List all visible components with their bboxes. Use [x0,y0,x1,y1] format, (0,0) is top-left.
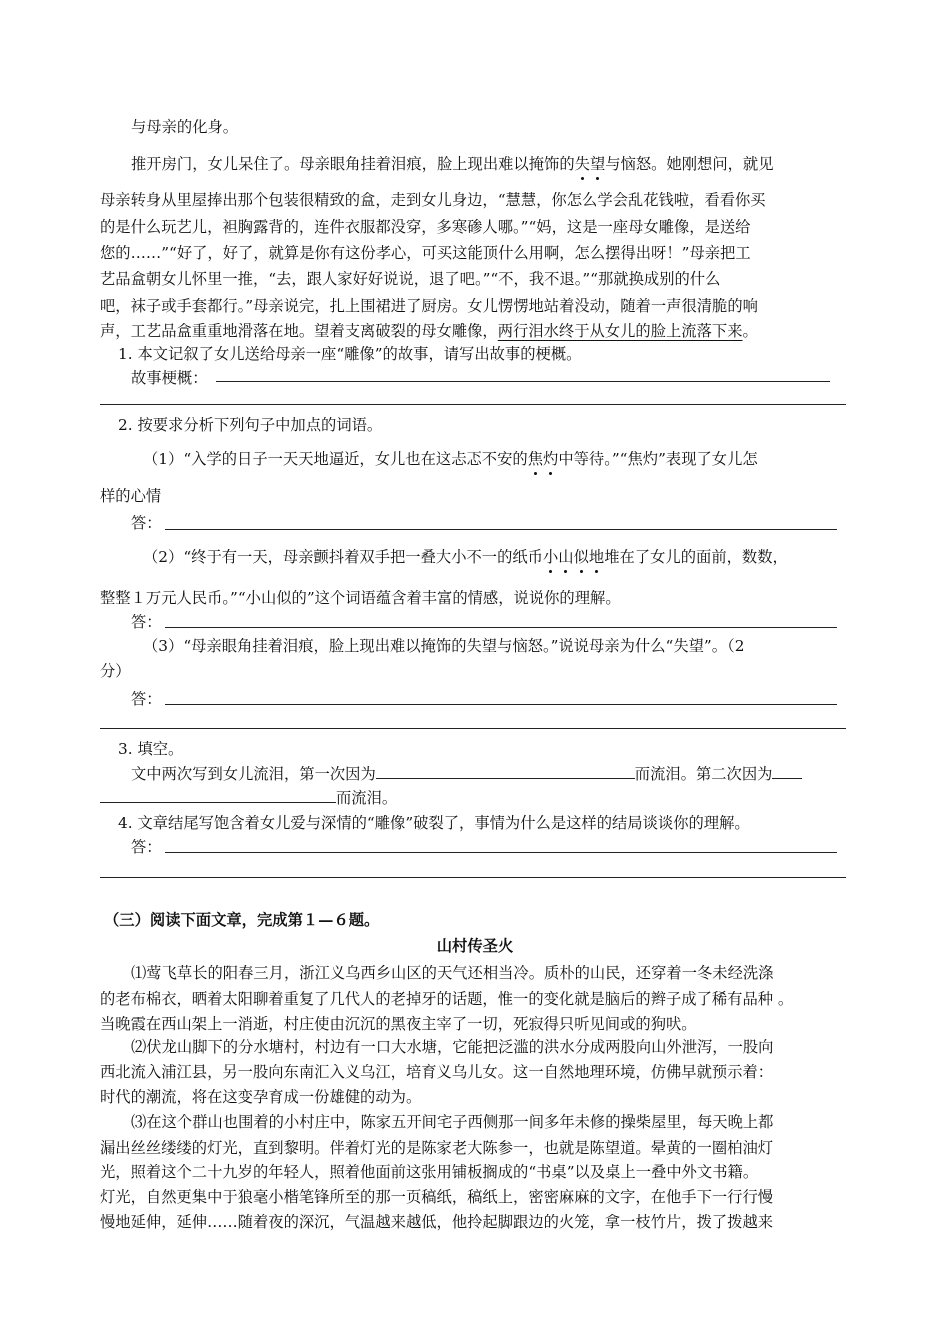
question-2-2-cont: 整整１万元人民币。”“小山似的”这个词语蕴含着丰富的情感，说说你的理解。 [100,589,621,607]
answer-line[interactable] [165,852,837,853]
passage-text: 推开房门，女儿呆住了。母亲眼角挂着泪痕，脸上现出难以掩饰的 [131,155,575,173]
answer-line[interactable] [165,704,837,705]
answer-label: 答： [131,514,162,532]
question-3-cont [100,788,397,807]
question-text: （1）“入学的日子一天天地逼近，女儿也在这忐忑不安的 [143,450,528,468]
answer-label: 答： [131,838,162,856]
question-text: 堆在了女儿的面前，数数， [604,548,788,566]
passage-line: 与母亲的化身。 [131,118,239,136]
paragraph-line: 光，照着这个二十九岁的年轻人，照着他面前这张用铺板搁成的“书桌”以及桌上一叠中外文书籍。 [100,1163,759,1181]
fill-blank[interactable] [376,764,635,779]
paragraph-line: ⑶在这个群山也围着的小村庄中，陈家五开间宅子西侧那一间多年未修的操柴屋里，每天晚上都 [131,1113,774,1131]
question-2-1-cont: 样的心情 [100,487,162,505]
article-title: 山村传圣火 [436,937,514,955]
underlined-sentence: 两行泪水终于从女儿的脸上流落下来 [497,322,743,340]
passage-line: 母亲转身从里屋捧出那个包装很精致的盒，走到女儿身边，“慧慧，你怎么学会乱花钱啦，看看你买 [100,191,766,209]
question-2-2 [143,548,788,566]
question-3-text [131,764,802,783]
passage-line: 的是什么玩艺儿，袒胸露背的，连件衣服都没穿，多寒碜人哪。”“妈，这是一座母女雕像，是送给 [100,218,751,236]
paragraph-line: ⑴莺飞草长的阳春三月，浙江义乌西乡山区的天气还相当冷。质朴的山民，还穿着一冬未经洗涤 [131,964,774,982]
emphasis-dot-char: 灼 [543,450,559,468]
question-2-3: （3）“母亲眼角挂着泪痕，脸上现出难以掩饰的失望与恼怒。”说说母亲为什么“失望”。（2 [143,637,745,655]
answer-line[interactable] [216,381,830,382]
answer-label: 答： [131,613,162,631]
answer-line[interactable] [100,728,846,729]
section-heading: （三）阅读下面文章，完成第１—６题。 [104,911,380,929]
fill-text: 而流泪。第二次因为 [634,765,773,783]
paragraph-line: 漏出丝丝缕缕的灯光，直到黎明。伴着灯光的是陈家老大陈参一，也就是陈望道。晕黄的一圈柏油灯 [100,1139,774,1157]
paragraph-line: 的老布棉衣，晒着太阳聊着重复了几代人的老掉牙的话题，惟一的变化就是脑后的辫子成了稀有品种 。 [100,990,794,1008]
emphasis-dot-char: 地 [588,548,605,566]
answer-line[interactable] [165,529,837,530]
question-text: （2）“终于有一天，母亲颤抖着双手把一叠大小不一的纸币 [143,548,543,566]
question-2-1 [143,450,758,468]
answer-label: 故事梗概： [131,369,208,387]
paragraph-line: 当晚霞在西山架上一消逝，村庄使由沉沉的黑夜主宰了一切，死寂得只听见间或的狗吠。 [100,1015,697,1033]
passage-line: 艺品盒朝女儿怀里一推，“去，跟人家好好说说，退了吧。”“不，我不退。”“那就换成别的什么 [100,270,721,288]
question-4: 4. 文章结尾写饱含着女儿爱与深情的“雕像”破裂了，事情为什么是这样的结局谈谈你的理解。 [118,814,750,832]
emphasis-dot-char: 山 [558,548,574,566]
emphasis-dot-char: 失 [574,155,590,173]
answer-label: 答： [131,690,162,708]
answer-line[interactable] [165,627,837,628]
passage-line [131,155,774,173]
emphasis-dot-char: 焦 [527,450,543,468]
fill-text: 文中两次写到女儿流泪，第一次因为 [131,765,376,783]
emphasis-dot-char: 似 [573,548,589,566]
passage-line: 您的……”“好了，好了，就算是你有这份孝心，可买这能顶什么用啊，怎么摆得出呀！”母亲把工 [100,244,751,262]
question-2: 2. 按要求分析下列句子中加点的词语。 [118,416,383,434]
fill-blank[interactable] [772,764,802,779]
passage-line: 吧，袜子或手套都行。”母亲说完，扎上围裙进了厨房。女儿愣愣地站着没动，随着一声很清脆的响 [100,297,758,315]
passage-text: 与恼怒。她刚想问，就见 [605,155,774,173]
paragraph-line: 西北流入浦江县，另一股向东南汇入义乌江，培育义乌儿女。这一自然地理环境，仿佛早就预示着： [100,1063,774,1081]
paragraph-line: ⑵伏龙山脚下的分水塘村，村边有一口大水塘，它能把泛滥的洪水分成两股向山外泄泻，一股向 [131,1038,774,1056]
passage-text: 。 [742,322,758,340]
passage-line [100,322,758,340]
fill-text: 而流泪。 [336,789,398,807]
answer-line[interactable] [100,404,846,405]
question-2-3-cont: 分） [100,662,131,680]
paragraph-line: 慢地延伸，延伸……随着夜的深沉，气温越来越低，他拎起脚跟边的火笼，拿一枝竹片，拨了拨越来 [100,1213,774,1231]
question-text: 中等待。”“焦灼”表现了女儿怎 [558,450,758,468]
paragraph-line: 时代的潮流，将在这变孕育成一份雄健的动为。 [100,1088,422,1106]
question-3: 3. 填空。 [118,740,184,758]
question-1: 1. 本文记叙了女儿送给母亲一座“雕像”的故事，请写出故事的梗概。 [118,345,582,363]
emphasis-dot-char: 小 [542,548,559,566]
answer-line[interactable] [100,877,846,878]
paragraph-line: 灯光，自然更集中于狼毫小楷笔锋所至的那一页稿纸，稿纸上，密密麻麻的文字，在他手下一行行慢 [100,1188,774,1206]
passage-text: 声，工艺品盒重重地滑落在地。望着支离破裂的母女雕像， [100,322,498,340]
fill-blank[interactable] [100,788,336,803]
emphasis-dot-char: 望 [589,155,606,173]
